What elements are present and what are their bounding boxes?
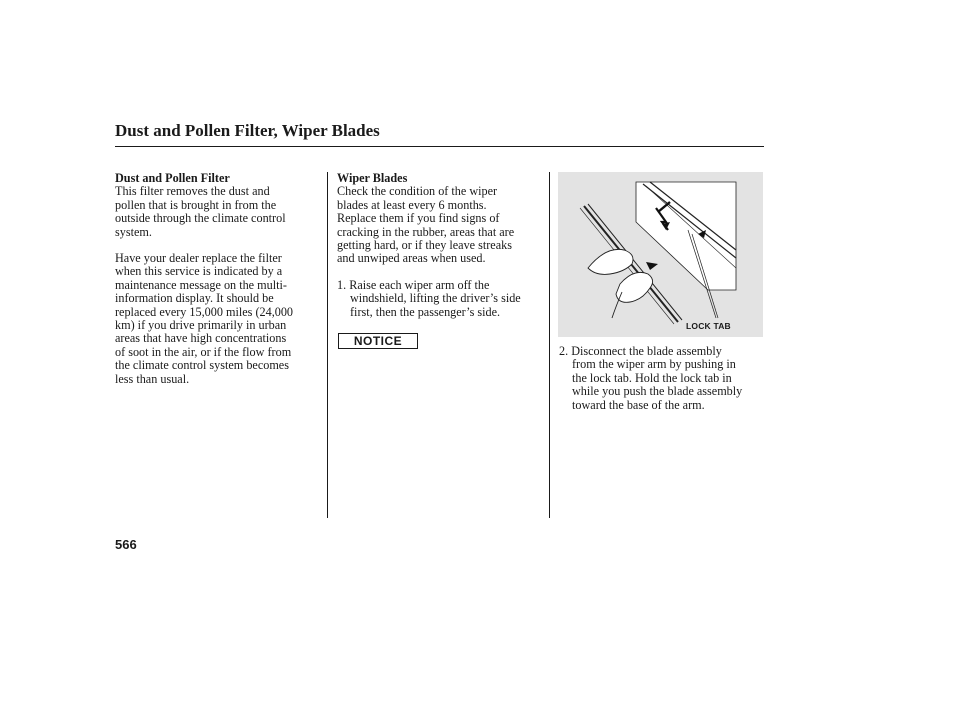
step-2-section — [559, 345, 764, 412]
wiper-check-line: Replace them if you find signs of — [337, 211, 500, 226]
filter-replacement-line: of soot in the air, or if the flow from — [115, 344, 292, 359]
filter-replacement-line: Have your dealer replace the filter — [115, 251, 282, 266]
filter-replacement-line: information display. It should be — [115, 291, 274, 306]
wiper-lock-tab-illustration — [558, 172, 763, 337]
filter-description-line: pollen that is brought in from the — [115, 197, 277, 212]
filter-replacement-line: the climate control system becomes — [115, 358, 289, 373]
notice-badge: NOTICE — [338, 333, 418, 349]
dust-pollen-filter-section — [115, 172, 320, 386]
filter-replacement-line: maintenance message on the multi- — [115, 277, 287, 292]
column-divider-2 — [549, 172, 550, 518]
lock-tab-label: LOCK TAB — [686, 321, 731, 331]
filter-description-line: outside through the climate control — [115, 211, 286, 226]
step-2-line: toward the base of the arm. — [572, 397, 705, 412]
page-number: 566 — [115, 537, 137, 552]
step-2-line: the lock tab. Hold the lock tab in — [572, 370, 732, 385]
filter-replacement-line: less than usual. — [115, 371, 190, 386]
wiper-blades-heading: Wiper Blades — [337, 171, 408, 185]
step-1-line: windshield, lifting the driver’s side — [350, 291, 521, 306]
title-rule — [115, 146, 764, 147]
filter-replacement-line: when this service is indicated by a — [115, 264, 283, 279]
dust-pollen-filter-heading: Dust and Pollen Filter — [115, 171, 230, 185]
filter-replacement-line: areas that have high concentrations — [115, 331, 287, 346]
wiper-check-line: getting hard, or if they leave streaks — [337, 238, 512, 253]
step-2-line: 2. Disconnect the blade assembly — [559, 344, 722, 358]
page-title: Dust and Pollen Filter, Wiper Blades — [115, 121, 380, 140]
filter-description-line: system. — [115, 224, 152, 239]
column-divider-1 — [327, 172, 328, 518]
wiper-blades-section — [337, 172, 547, 319]
step-2-line: from the wiper arm by pushing in — [572, 357, 736, 372]
step-1-line: 1. Raise each wiper arm off the — [337, 277, 490, 292]
wiper-check-line: cracking in the rubber, areas that are — [337, 224, 515, 239]
wiper-check-line: and unwiped areas when used. — [337, 251, 486, 266]
filter-replacement-line: km) if you drive primarily in urban — [115, 318, 287, 333]
filter-replacement-line: replaced every 15,000 miles (24,000 — [115, 304, 294, 319]
filter-description-line: This filter removes the dust and — [115, 184, 270, 199]
wiper-blade-drawing — [558, 172, 763, 337]
step-1-line: first, then the passenger’s side. — [350, 304, 501, 319]
wiper-check-line: Check the condition of the wiper — [337, 184, 498, 199]
wiper-check-line: blades at least every 6 months. — [337, 197, 487, 212]
step-2-line: while you push the blade assembly — [572, 384, 743, 399]
